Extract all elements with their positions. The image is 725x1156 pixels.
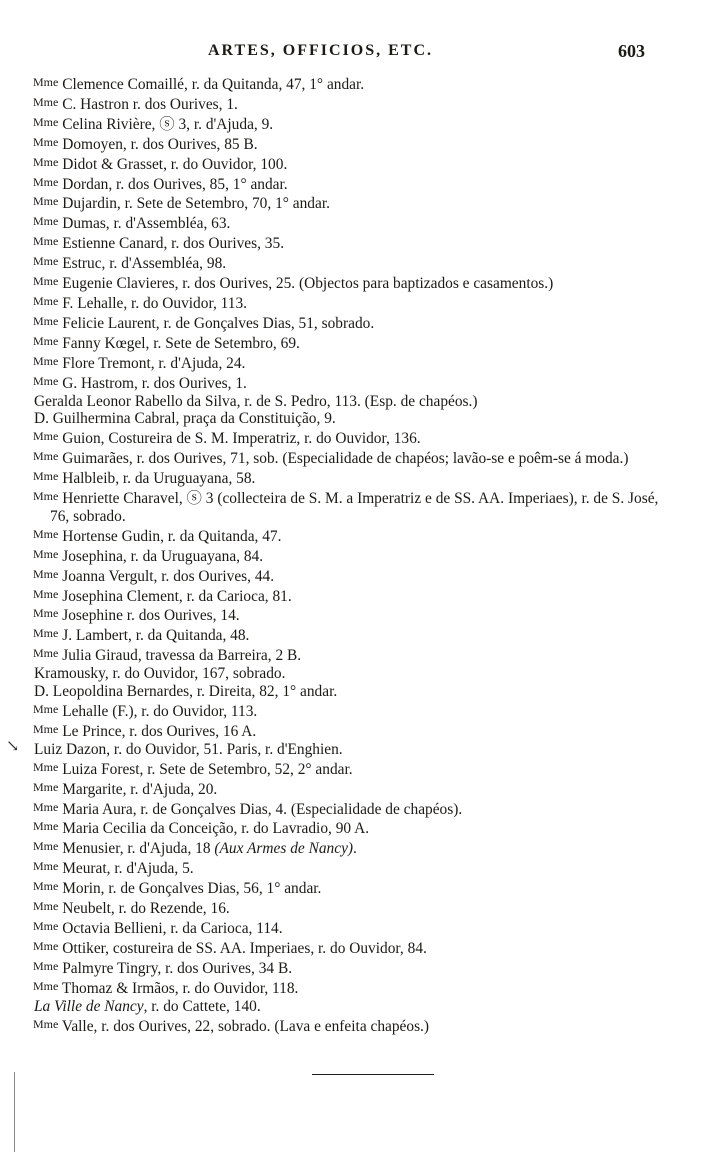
directory-entry bbox=[34, 898, 674, 918]
entry-title-prefix: Mme bbox=[33, 75, 59, 89]
entry-text: Kramousky, r. do Ouvidor, 167, sobrado. bbox=[34, 665, 286, 683]
entry-text: Geralda Leonor Rabello da Silva, r. de S. Pedro, 113. (Esp. de chapéos.) bbox=[34, 392, 478, 410]
directory-entry bbox=[34, 134, 674, 154]
entry-title-prefix: Mme bbox=[33, 586, 59, 601]
entry-title-prefix: Mme bbox=[33, 134, 59, 149]
entry-title-prefix: Mme bbox=[33, 293, 59, 308]
entry-text: Luiza Forest, r. Sete de Setembro, 52, 2° andar. bbox=[62, 760, 353, 778]
directory-entry bbox=[34, 799, 674, 819]
entry-text: Josephina Clement, r. da Carioca, 81. bbox=[62, 587, 292, 605]
directory-entry bbox=[34, 74, 674, 94]
entry-text: D. Leopoldina Bernardes, r. Direita, 82, 1° andar. bbox=[34, 683, 338, 701]
entry-text: Felicie Laurent, r. de Gonçalves Dias, 51, sobrado. bbox=[62, 314, 375, 332]
directory-entry bbox=[34, 393, 674, 411]
directory-entry bbox=[34, 958, 674, 978]
entry-title-prefix: Mme bbox=[33, 702, 59, 716]
entry-title-prefix: Mme bbox=[33, 373, 59, 388]
directory-entry bbox=[34, 373, 674, 393]
directory-entry bbox=[34, 938, 674, 958]
directory-entry bbox=[34, 701, 674, 721]
directory-entry bbox=[34, 878, 674, 898]
entry-title-prefix: Mme bbox=[33, 899, 59, 914]
directory-entry bbox=[34, 174, 674, 194]
entry-text: Ottiker, costureira de SS. AA. Imperiaes, r. do Ouvidor, 84. bbox=[62, 939, 427, 957]
entry-text: Octavia Bellieni, r. da Carioca, 114. bbox=[62, 919, 283, 937]
entry-text: Estruc, r. d'Assembléa, 98. bbox=[62, 255, 227, 273]
entry-text: Dumas, r. d'Assembléa, 63. bbox=[62, 215, 231, 233]
entry-title-prefix: Mme bbox=[33, 566, 59, 581]
entry-text: Clemence Comaillé, r. da Quitanda, 47, 1° andar. bbox=[62, 76, 365, 93]
directory-entry bbox=[34, 410, 674, 428]
entry-text: Guimarães, r. dos Ourives, 71, sob. (Especialidade de chapéos; lavão-se e poêm-se á moda.) bbox=[62, 450, 629, 468]
directory-entry bbox=[34, 605, 674, 625]
directory-entry bbox=[34, 114, 674, 134]
directory-entry bbox=[34, 154, 674, 174]
entry-text: Margarite, r. d'Ajuda, 20. bbox=[62, 780, 218, 798]
entry-text: F. Lehalle, r. do Ouvidor, 113. bbox=[62, 294, 248, 312]
directory-entry bbox=[34, 759, 674, 779]
entry-text: Fanny Kœgel, r. Sete de Setembro, 69. bbox=[62, 334, 300, 352]
entry-title-prefix: Mme bbox=[33, 333, 59, 348]
entry-title-prefix: Mme bbox=[33, 313, 59, 328]
entry-title-prefix: Mme bbox=[33, 254, 59, 269]
directory-entry bbox=[34, 683, 674, 701]
entry-title-prefix: Mme bbox=[33, 114, 59, 129]
entry-text: Lehalle (F.), r. do Ouvidor, 113. bbox=[62, 703, 258, 720]
entry-text: Palmyre Tingry, r. dos Ourives, 34 B. bbox=[62, 959, 293, 977]
entry-title-prefix: Mme bbox=[33, 449, 59, 464]
directory-entry bbox=[34, 253, 674, 273]
entry-text: Josephine r. dos Ourives, 14. bbox=[62, 607, 240, 625]
entry-title-prefix: Mme bbox=[33, 214, 59, 229]
entry-text: Domoyen, r. dos Ourives, 85 B. bbox=[62, 135, 258, 153]
entry-title-prefix: Mme bbox=[33, 759, 59, 774]
directory-entry bbox=[34, 213, 674, 233]
page-header bbox=[0, 42, 725, 68]
entry-text: , r. do Cattete, 140. bbox=[143, 997, 261, 1015]
entry-title-prefix: Mme bbox=[33, 274, 59, 289]
entry-title-prefix: Mme bbox=[33, 918, 59, 933]
directory-entry bbox=[34, 741, 674, 759]
entry-title-prefix: Mme bbox=[33, 489, 59, 504]
entry-title-prefix: Mme bbox=[33, 978, 59, 993]
entry-title-prefix: Mme bbox=[33, 606, 59, 621]
entry-title-prefix: Mme bbox=[33, 626, 59, 641]
entry-italic-name: La Ville de Nancy bbox=[34, 997, 144, 1015]
entry-text: Flore Tremont, r. d'Ajuda, 24. bbox=[62, 354, 246, 372]
entry-title-prefix: Mme bbox=[33, 194, 59, 209]
entry-italic-note: (Aux Armes de Nancy) bbox=[214, 840, 354, 858]
directory-entry bbox=[34, 645, 674, 665]
directory-entry bbox=[34, 233, 674, 253]
entry-text: Neubelt, r. do Rezende, 16. bbox=[62, 900, 230, 918]
margin-pencil-line bbox=[14, 1072, 15, 1152]
entry-text: Hortense Gudin, r. da Quitanda, 47. bbox=[62, 527, 282, 545]
entry-text: Josephina, r. da Uruguayana, 84. bbox=[62, 547, 264, 565]
entry-text: Dordan, r. dos Ourives, 85, 1° andar. bbox=[62, 175, 288, 193]
directory-entry bbox=[34, 918, 674, 938]
entry-title-prefix: Mme bbox=[33, 879, 59, 894]
entry-title-prefix: Mme bbox=[33, 938, 59, 953]
entry-text: Guion, Costureira de S. M. Imperatriz, r. do Ouvidor, 136. bbox=[62, 430, 421, 448]
directory-entry bbox=[34, 546, 674, 566]
entry-text: C. Hastron r. dos Ourives, 1. bbox=[62, 95, 238, 113]
entry-text: Menusier, r. d'Ajuda, 18 bbox=[62, 840, 215, 858]
entry-title-prefix: Mme bbox=[33, 958, 59, 973]
directory-entry bbox=[34, 998, 674, 1016]
entry-text: Eugenie Clavieres, r. dos Ourives, 25. (Objectos para baptizados e casamentos.) bbox=[62, 275, 554, 293]
entry-title-prefix: Mme bbox=[33, 779, 59, 794]
entry-text: Luiz Dazon, r. do Ouvidor, 51. Paris, r. d'Enghien. bbox=[34, 740, 343, 758]
entry-title-prefix: Mme bbox=[33, 721, 59, 736]
directory-entry bbox=[34, 665, 674, 683]
directory-entry bbox=[34, 566, 674, 586]
directory-entry bbox=[34, 448, 674, 468]
entry-title-prefix: Mme bbox=[33, 174, 59, 189]
entry-text: Morin, r. de Gonçalves Dias, 56, 1° andar. bbox=[62, 880, 322, 898]
directory-entry bbox=[34, 488, 674, 526]
entry-text: Didot & Grasset, r. do Ouvidor, 100. bbox=[62, 155, 288, 173]
directory-entry bbox=[34, 293, 674, 313]
entry-text: Maria Cecilia da Conceição, r. do Lavradio, 90 A. bbox=[62, 820, 370, 838]
entry-title-prefix: Mme bbox=[33, 526, 59, 541]
entry-title-prefix: Mme bbox=[33, 799, 59, 814]
directory-entry bbox=[34, 779, 674, 799]
directory-entry bbox=[34, 1016, 674, 1036]
entry-text: Maria Aura, r. de Gonçalves Dias, 4. (Especialidade de chapéos). bbox=[62, 800, 463, 818]
entry-text: Estienne Canard, r. dos Ourives, 35. bbox=[62, 235, 285, 253]
entry-title-prefix: Mme bbox=[33, 859, 59, 874]
entry-title-prefix: Mme bbox=[33, 1016, 59, 1031]
directory-entry bbox=[34, 333, 674, 353]
entry-text: Joanna Vergult, r. dos Ourives, 44. bbox=[62, 567, 275, 585]
entry-text: Meurat, r. d'Ajuda, 5. bbox=[62, 860, 194, 878]
entry-title-prefix: Mme bbox=[33, 94, 59, 109]
directory-entry bbox=[34, 838, 674, 858]
directory-entry bbox=[34, 353, 674, 373]
entry-title-prefix: Mme bbox=[33, 839, 59, 854]
directory-entry bbox=[34, 94, 674, 114]
entry-title-prefix: Mme bbox=[33, 546, 59, 561]
entry-text: Thomaz & Irmãos, r. do Ouvidor, 118. bbox=[61, 979, 299, 997]
directory-entry bbox=[34, 978, 674, 998]
entry-text: Dujardin, r. Sete de Setembro, 70, 1° andar. bbox=[62, 195, 330, 213]
entry-text: Halbleib, r. da Uruguayana, 58. bbox=[62, 470, 256, 488]
entry-text: J. Lambert, r. da Quitanda, 48. bbox=[62, 627, 250, 645]
entry-title-prefix: Mme bbox=[33, 819, 59, 834]
entry-text: G. Hastrom, r. dos Ourives, 1. bbox=[62, 374, 247, 392]
entry-title-prefix: Mme bbox=[33, 353, 59, 368]
directory-entry bbox=[34, 625, 674, 645]
directory-entry bbox=[34, 721, 674, 741]
directory-entry bbox=[34, 313, 674, 333]
directory-entry bbox=[34, 273, 674, 293]
end-rule bbox=[312, 1074, 434, 1075]
entry-text: D. Guilhermina Cabral, praça da Constituição, 9. bbox=[34, 410, 336, 428]
directory-entry bbox=[34, 193, 674, 213]
entry-title-prefix: Mme bbox=[33, 234, 59, 249]
entry-title-prefix: Mme bbox=[33, 469, 59, 484]
entry-text: Le Prince, r. dos Ourives, 16 A. bbox=[62, 722, 257, 740]
entry-title-prefix: Mme bbox=[33, 646, 59, 661]
directory-entry bbox=[34, 526, 674, 546]
entry-text: Valle, r. dos Ourives, 22, sobrado. (Lava e enfeita chapéos.) bbox=[61, 1017, 430, 1035]
running-title: ARTES, OFFICIOS, ETC. bbox=[208, 42, 434, 59]
directory-entry bbox=[34, 586, 674, 606]
directory-entry bbox=[34, 428, 674, 448]
directory-entry bbox=[34, 818, 674, 838]
directory-entry bbox=[34, 858, 674, 878]
page-number: 603 bbox=[618, 41, 645, 61]
entry-text: Julia Giraud, travessa da Barreira, 2 B. bbox=[62, 647, 302, 665]
directory-listing bbox=[34, 74, 674, 1035]
entry-title-prefix: Mme bbox=[33, 429, 59, 444]
entry-trailing-text: . bbox=[353, 840, 357, 858]
margin-annotation-arrow-icon: ↘ bbox=[6, 738, 20, 755]
directory-entry bbox=[34, 468, 674, 488]
entry-text: Celina Rivière, ⓢ 3, r. d'Ajuda, 9. bbox=[62, 115, 274, 133]
entry-title-prefix: Mme bbox=[33, 154, 59, 169]
entry-text: Henriette Charavel, ⓢ 3 (collecteira de S. M. a Imperatriz e de SS. AA. Imperiaes), r. de S. José, 76, sobrado. bbox=[50, 490, 659, 525]
